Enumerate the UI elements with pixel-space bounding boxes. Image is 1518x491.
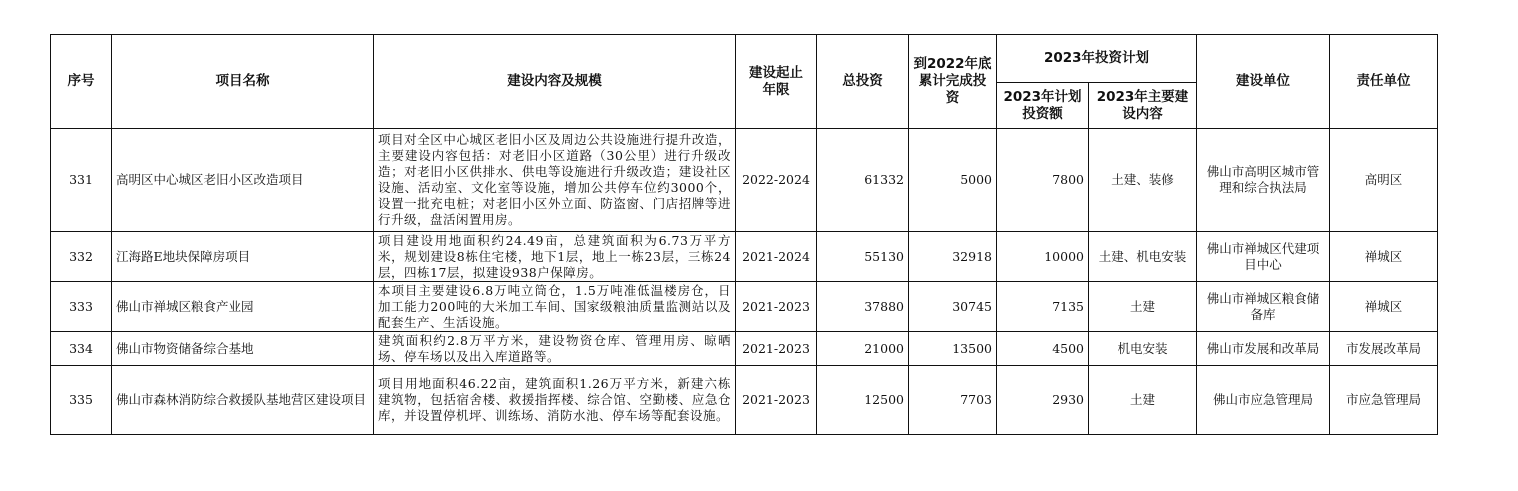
cell-period: 2021-2023 — [736, 332, 817, 366]
cell-content: 建筑面积约2.8万平方米，建设物资仓库、管理用房、晾晒场、停车场以及出入库道路等。 — [374, 332, 736, 366]
table-row — [51, 332, 1438, 366]
cell-seq: 331 — [51, 129, 112, 232]
header-name: 项目名称 — [112, 35, 374, 129]
cell-content: 项目用地面积46.22亩，建筑面积1.26万平方米，新建六栋建筑物，包括宿舍楼、救援指挥楼、综合馆、空勤楼、应急仓库，并设置停机坪、训练场、消防水池、停车场等配套设施。 — [374, 366, 736, 435]
cell-plan-content: 土建、机电安装 — [1089, 232, 1197, 282]
cell-builder: 佛山市应急管理局 — [1197, 366, 1330, 435]
cell-plan-amount: 2930 — [997, 366, 1089, 435]
cell-content: 项目建设用地面积约24.49亩，总建筑面积为6.73万平方米，规划建设8栋住宅楼，地下1层，地上一栋23层，三栋24层，四栋17层，拟建设938户保障房。 — [374, 232, 736, 282]
cell-seq: 333 — [51, 282, 112, 332]
cell-content: 本项目主要建设6.8万吨立筒仓，1.5万吨准低温楼房仓，日加工能力200吨的大米加工车间、国家级粮油质量监测站以及配套生产、生活设施。 — [374, 282, 736, 332]
table-row — [51, 366, 1438, 435]
header-plan-amount: 2023年计划 投资额 — [997, 83, 1089, 129]
cell-plan-amount: 7135 — [997, 282, 1089, 332]
cell-name: 高明区中心城区老旧小区改造项目 — [112, 129, 374, 232]
cell-seq: 334 — [51, 332, 112, 366]
header-plan-content: 2023年主要建 设内容 — [1089, 83, 1197, 129]
cell-responsible: 禅城区 — [1330, 282, 1438, 332]
cell-responsible: 高明区 — [1330, 129, 1438, 232]
cell-responsible: 禅城区 — [1330, 232, 1438, 282]
cell-cumulative: 7703 — [909, 366, 997, 435]
cell-cumulative: 30745 — [909, 282, 997, 332]
cell-cumulative: 13500 — [909, 332, 997, 366]
table-row — [51, 129, 1438, 232]
cell-name: 佛山市物资储备综合基地 — [112, 332, 374, 366]
header-responsible: 责任单位 — [1330, 35, 1438, 129]
cell-cumulative: 32918 — [909, 232, 997, 282]
header-cumulative: 到2022年底 累计完成投 资 — [909, 35, 997, 129]
header-period: 建设起止 年限 — [736, 35, 817, 129]
cell-name: 江海路E地块保障房项目 — [112, 232, 374, 282]
cell-period: 2022-2024 — [736, 129, 817, 232]
cell-period: 2021-2023 — [736, 282, 817, 332]
cell-cumulative: 5000 — [909, 129, 997, 232]
cell-plan-content: 土建 — [1089, 366, 1197, 435]
cell-period: 2021-2023 — [736, 366, 817, 435]
cell-responsible: 市发展改革局 — [1330, 332, 1438, 366]
cell-total: 37880 — [817, 282, 909, 332]
cell-builder: 佛山市高明区城市管理和综合执法局 — [1197, 129, 1330, 232]
cell-total: 21000 — [817, 332, 909, 366]
cell-total: 55130 — [817, 232, 909, 282]
cell-total: 12500 — [817, 366, 909, 435]
cell-seq: 335 — [51, 366, 112, 435]
cell-plan-content: 机电安装 — [1089, 332, 1197, 366]
cell-plan-amount: 7800 — [997, 129, 1089, 232]
header-content: 建设内容及规模 — [374, 35, 736, 129]
cell-builder: 佛山市禅城区粮食储备库 — [1197, 282, 1330, 332]
cell-plan-content: 土建 — [1089, 282, 1197, 332]
header-total: 总投资 — [817, 35, 909, 129]
header-seq: 序号 — [51, 35, 112, 129]
cell-builder: 佛山市发展和改革局 — [1197, 332, 1330, 366]
cell-plan-amount: 10000 — [997, 232, 1089, 282]
cell-plan-amount: 4500 — [997, 332, 1089, 366]
cell-name: 佛山市禅城区粮食产业园 — [112, 282, 374, 332]
cell-builder: 佛山市禅城区代建项目中心 — [1197, 232, 1330, 282]
table-row — [51, 282, 1438, 332]
cell-period: 2021-2024 — [736, 232, 817, 282]
table-row — [51, 232, 1438, 282]
cell-total: 61332 — [817, 129, 909, 232]
cell-plan-content: 土建、装修 — [1089, 129, 1197, 232]
cell-content: 项目对全区中心城区老旧小区及周边公共设施进行提升改造，主要建设内容包括：对老旧小区道路（30公里）进行升级改造；对老旧小区供排水、供电等设施进行升级改造；建设社区设施、活动室、文化室等设施，增加公共停车位约3000个，设置一批充电桩；对老旧小区外立面、防盗窗、门店招牌等进行升级，盘活闲置用房。 — [374, 129, 736, 232]
cell-name: 佛山市森林消防综合救援队基地营区建设项目 — [112, 366, 374, 435]
project-table — [50, 34, 1438, 435]
cell-seq: 332 — [51, 232, 112, 282]
header-builder: 建设单位 — [1197, 35, 1330, 129]
header-plan-group: 2023年投资计划 — [997, 35, 1197, 83]
cell-responsible: 市应急管理局 — [1330, 366, 1438, 435]
